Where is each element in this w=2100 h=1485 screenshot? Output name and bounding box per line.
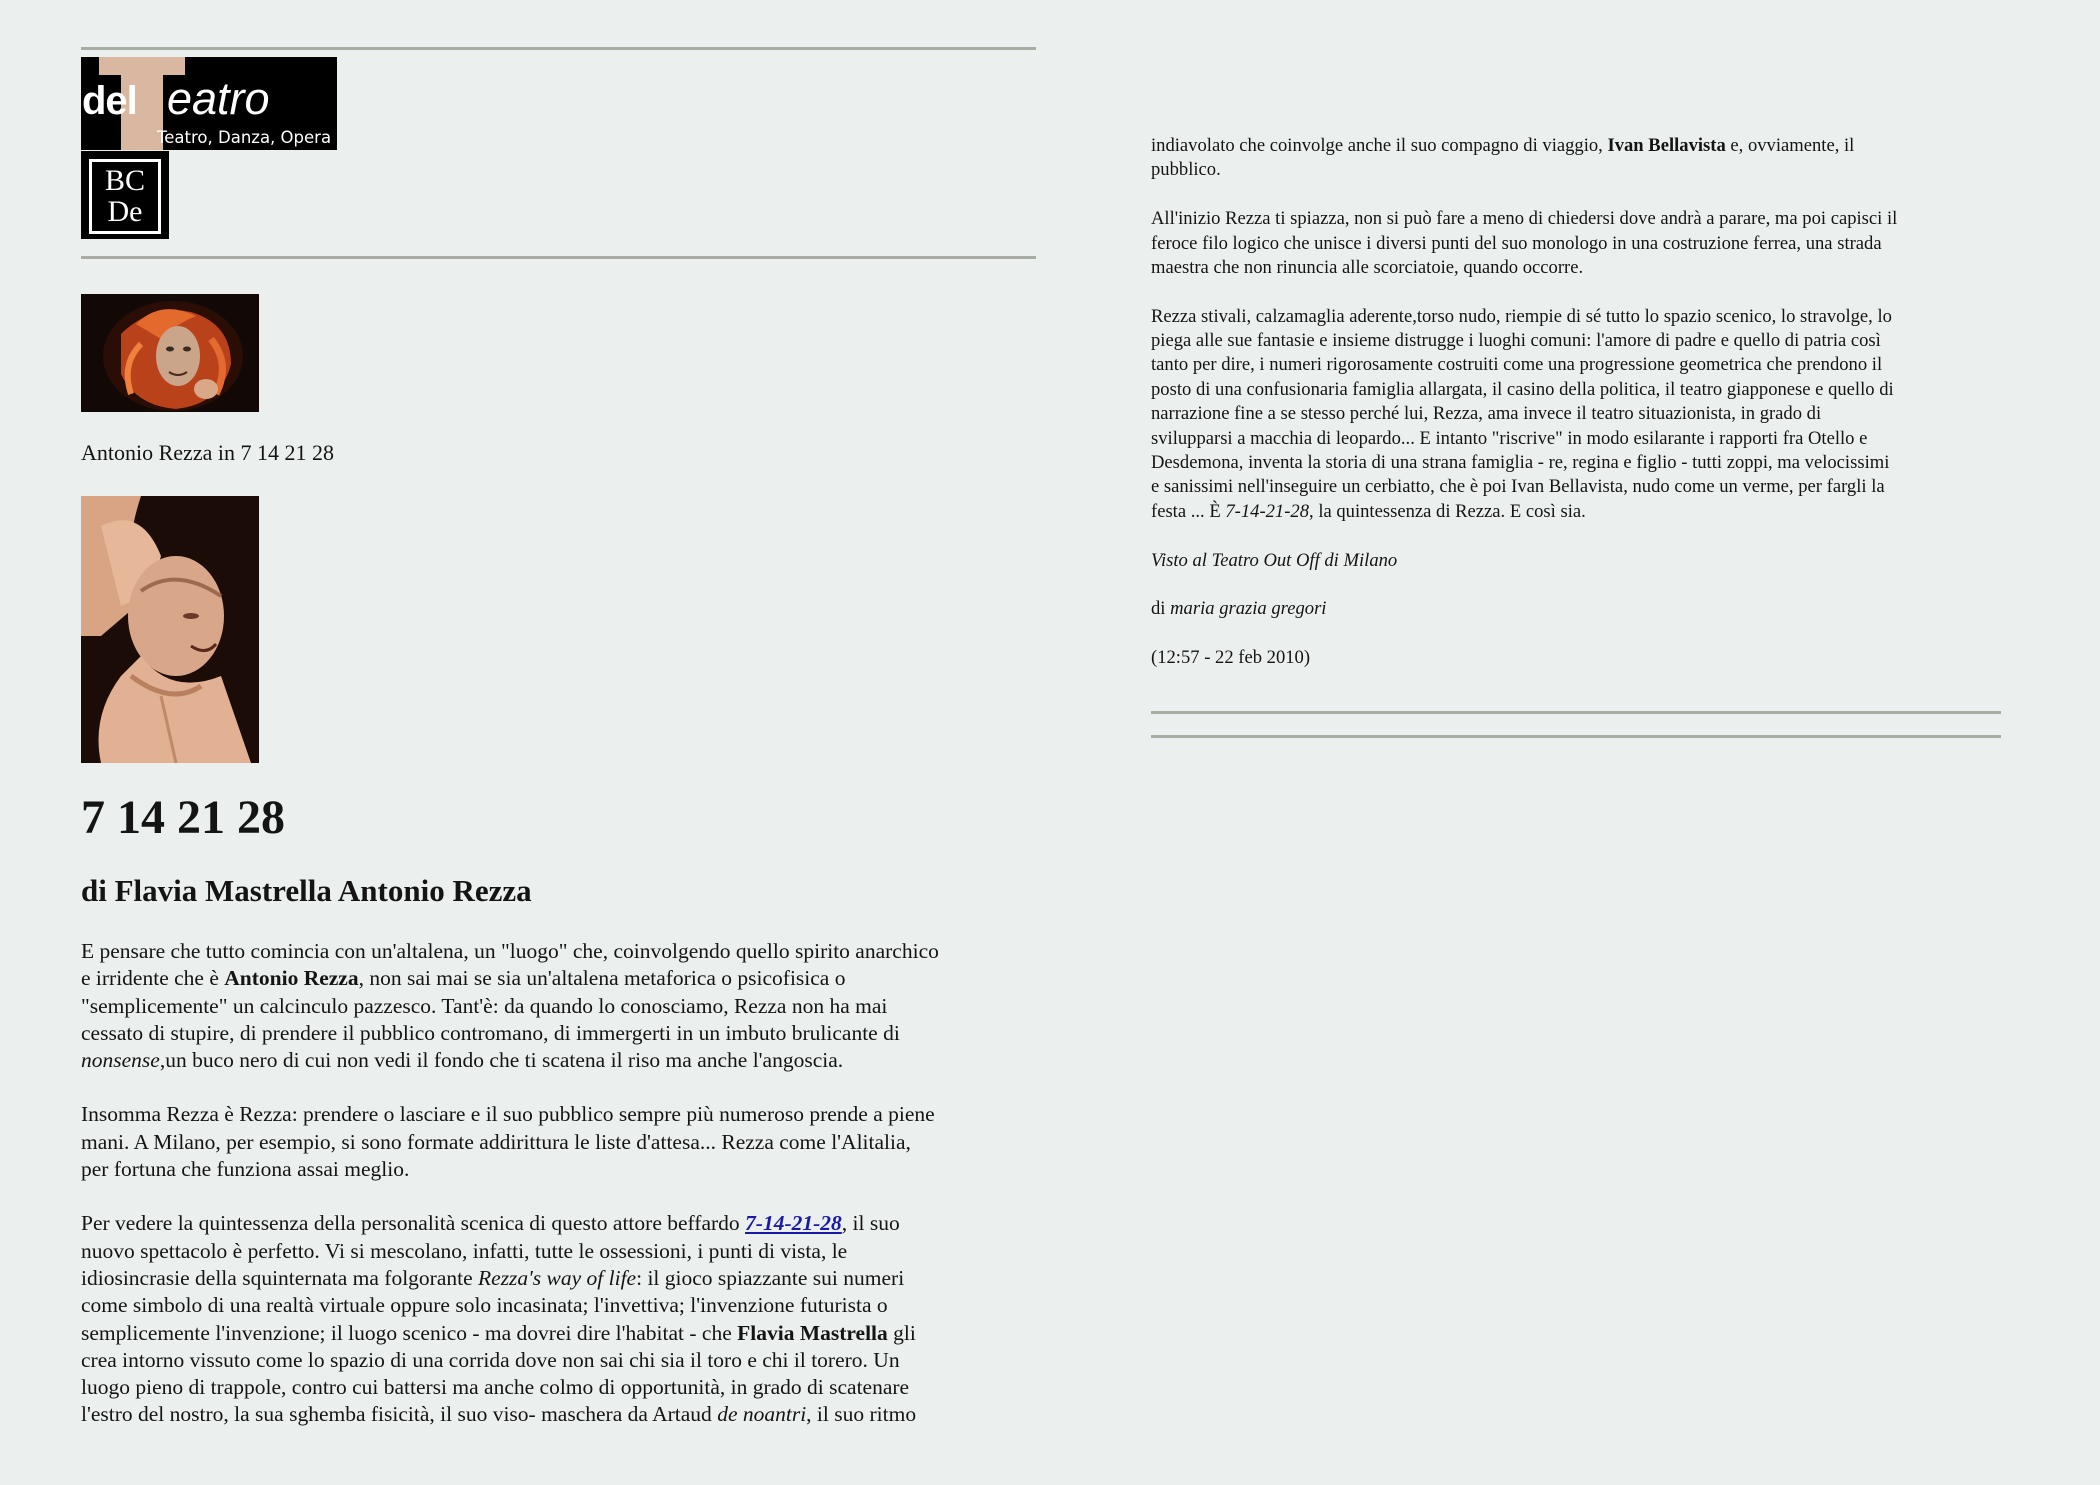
text-line: e irridente che è: [81, 966, 225, 991]
paragraph-4: [1151, 134, 2006, 183]
text-line: cessato di stupire, di prendere il pubblico contromano, di immergerti in un imbuto brulicante di: [81, 1020, 900, 1045]
photo-caption: Antonio Rezza in 7 14 21 28: [81, 440, 334, 465]
photo-rezza-mask: [81, 294, 259, 412]
article-body-left: [81, 938, 1041, 1456]
logo-subtitle: Teatro, Danza, Opera: [157, 128, 332, 147]
venue-note: [1151, 549, 2006, 573]
text-line: gli: [887, 1320, 916, 1345]
paragraph-1: [81, 938, 1041, 1074]
author-prefix: di: [1151, 598, 1171, 620]
bcde-frame: [89, 159, 161, 234]
text-line: , non sai mai se sia un'altalena metaforica o psicofisica o: [358, 966, 846, 991]
text-line: e, ovviamente, il: [1725, 135, 1855, 156]
text-line: , il suo ritmo: [806, 1402, 917, 1427]
text-line: crea intorno vissuto come lo spazio di una corrida dove non sai chi sia il toro e chi il torero. Un: [81, 1347, 900, 1372]
text-line: "semplicemente" un calcinculo pazzesco. Tant'è: da quando lo conosciamo, Rezza non ha mai: [81, 993, 888, 1018]
text-line: per fortuna che funziona assai meglio.: [81, 1157, 410, 1182]
text-line: semplicemente l'invenzione; il luogo scenico - ma dovrei dire l'habitat - che: [81, 1320, 738, 1345]
article-title: 7 14 21 28: [81, 791, 285, 844]
text-line: maestra che non rinuncia alle scorciatoie, quando occorre.: [1151, 256, 1584, 278]
text-line: Per vedere la quintessenza della personalità scenica di questo attore beffardo: [81, 1211, 746, 1236]
text-line: posto di una confusionaria famiglia allargata, il casino della politica, il teatro giapponese e quello di: [1151, 378, 1894, 400]
text-line: mani. A Milano, per esempio, si sono formate addirittura le liste d'attesa... Rezza come l'Alitalia,: [81, 1129, 911, 1154]
logo-eatro: eatro: [167, 73, 270, 124]
bold-name-flavia-mastrella: Flavia Mastrella: [737, 1320, 888, 1345]
text-line: ,un buco nero di cui non vedi il fondo che ti scatena il riso ma anche l'angoscia.: [159, 1048, 844, 1073]
delteatro-logo[interactable]: [81, 57, 337, 150]
text-line: tanto per dire, i numeri rigorosamente costruiti come una progressione geometrica che prendono il: [1151, 354, 1883, 376]
text-line: idiosincrasie della squinternata ma folgorante: [81, 1265, 479, 1290]
bold-name-ivan-bellavista: Ivan Bellavista: [1607, 135, 1726, 156]
italic-way-of-life: Rezza's way of life: [478, 1265, 637, 1290]
author-name: maria grazia gregori: [1170, 598, 1327, 620]
logo-del: del: [82, 79, 137, 123]
bcde-line2: De: [107, 195, 143, 228]
text-line: , il suo: [841, 1211, 900, 1236]
text-line: feroce filo logico che unisce i diversi punti del suo monologo in una costruzione ferrea, una strada: [1151, 232, 1882, 254]
author-line: [1151, 597, 2006, 621]
italic-nonsense: nonsense: [81, 1048, 160, 1073]
paragraph-3: [81, 1210, 1041, 1428]
text-line: narrazione fine a se stesso perché lui, Rezza, ama invece il teatro situazionista, in grado di: [1151, 403, 1822, 425]
venue-text: Visto al Teatro Out Off di Milano: [1151, 549, 1398, 571]
text-line: svilupparsi a macchia di leopardo... E intanto "riscrive" in modo esilarante i rapporti fra Otello e: [1151, 427, 1868, 449]
footer-rule-2: [1151, 735, 2001, 738]
text-line: piega alle sue fantasie e insieme distrugge i luoghi comuni: l'amore di padre e quello di patria così: [1151, 330, 1881, 352]
article-subtitle: di Flavia Mastrella Antonio Rezza: [81, 873, 532, 908]
text-line: nuovo spettacolo è perfetto. Vi si mescolano, infatti, tutte le ossessioni, i punti di vista, le: [81, 1238, 848, 1263]
text-line: come simbolo di una realtà virtuale oppure solo incasinata; l'invettiva; l'invenzione futurista o: [81, 1293, 888, 1318]
paragraph-2: [81, 1101, 1041, 1183]
text-line: Insomma Rezza è Rezza: prendere o lasciare e il suo pubblico sempre più numeroso prende a piene: [81, 1102, 935, 1127]
italic-de-noantri: de noantri: [717, 1402, 807, 1427]
paragraph-6: [1151, 305, 2006, 525]
text-line: Rezza stivali, calzamaglia aderente,torso nudo, riempie di sé tutto lo spazio scenico, lo stravolge, lo: [1151, 305, 1892, 327]
bcde-line1: BC: [104, 164, 146, 197]
text-line: indiavolato che coinvolge anche il suo compagno di viaggio,: [1151, 135, 1608, 156]
text-line: e sanissimi nell'inseguire un cerbiatto, che è poi Ivan Bellavista, nudo come un verme, per fargli la: [1151, 476, 1885, 498]
article-body-right: [1151, 134, 2006, 695]
text-line: All'inizio Rezza ti spiazza, non si può fare a meno di chiedersi dove andrà a parare, ma poi capisci il: [1151, 208, 1898, 230]
text-line: , la quintessenza di Rezza. E così sia.: [1309, 500, 1586, 522]
publish-date: (12:57 - 22 feb 2010): [1151, 646, 1311, 668]
top-rule: [81, 47, 1036, 50]
text-line: Desdemona, inventa la storia di una strana famiglia - re, regina e figlio - tutti zoppi, ma velocissimi: [1151, 452, 1890, 474]
text-line: pubblico.: [1151, 159, 1221, 181]
text-line: festa ... È: [1151, 500, 1226, 522]
paragraph-5: [1151, 207, 2006, 280]
italic-show-title: 7-14-21-28: [1225, 500, 1310, 522]
text-line: : il gioco spiazzante sui numeri: [636, 1265, 905, 1290]
bcde-logo[interactable]: [81, 151, 169, 239]
header-rule: [81, 256, 1036, 259]
show-link[interactable]: 7-14-21-28: [745, 1211, 842, 1236]
text-line: l'estro del nostro, la sua sghemba fisicità, il suo viso- maschera da Artaud: [81, 1402, 718, 1427]
text-line: luogo pieno di trappole, contro cui battersi ma anche colmo di opportunità, in grado di scatenare: [81, 1375, 910, 1400]
bold-name-antonio-rezza: Antonio Rezza: [224, 966, 359, 991]
photo-rezza-head: [81, 496, 259, 763]
text-line: E pensare che tutto comincia con un'altalena, un "luogo" che, coinvolgendo quello spirito anarchico: [81, 939, 939, 963]
footer-rule-1: [1151, 711, 2001, 714]
